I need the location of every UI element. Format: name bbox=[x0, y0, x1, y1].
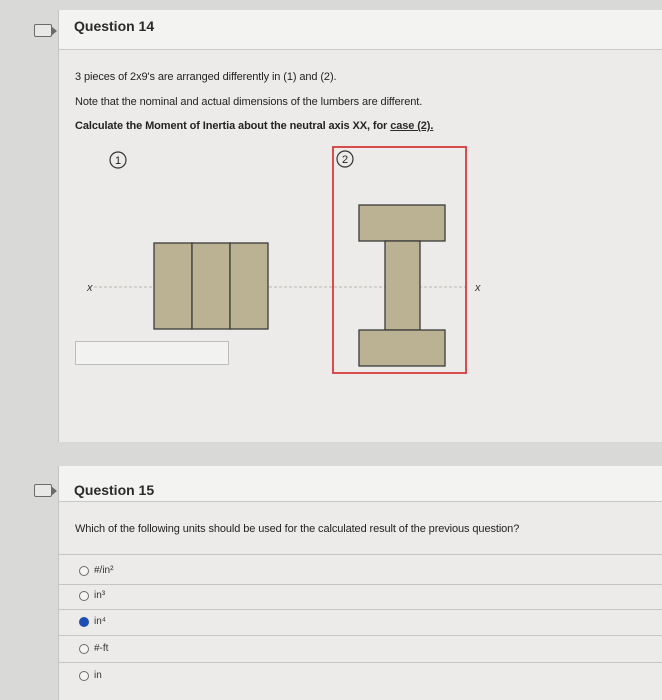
flag-icon[interactable] bbox=[34, 484, 52, 497]
question-14-header bbox=[59, 10, 662, 50]
case-1-number: 1 bbox=[114, 155, 122, 167]
question-15-header bbox=[59, 466, 662, 502]
divider bbox=[59, 609, 662, 610]
question-15-card bbox=[58, 466, 662, 700]
answer-input[interactable] bbox=[75, 341, 229, 365]
flag-icon[interactable] bbox=[34, 24, 52, 37]
radio-button[interactable] bbox=[79, 671, 89, 681]
question-14-line-2: Note that the nominal and actual dimensions of the lumbers are different. bbox=[75, 96, 423, 108]
case-1-lumber-2 bbox=[192, 243, 230, 329]
case-1-lumber-3 bbox=[230, 243, 268, 329]
case-2-web bbox=[385, 241, 420, 330]
option-label: in³ bbox=[94, 590, 106, 601]
radio-button[interactable] bbox=[79, 566, 89, 576]
question-14-card bbox=[58, 10, 662, 442]
question-14-line-3 bbox=[75, 120, 433, 132]
case-2-bottom-flange bbox=[359, 330, 445, 366]
divider bbox=[59, 635, 662, 636]
case-2-link[interactable]: case (2). bbox=[390, 120, 434, 132]
case-2-top-flange bbox=[359, 205, 445, 241]
question-14-title: Question 14 bbox=[74, 18, 155, 34]
divider bbox=[59, 662, 662, 663]
option-label: #-ft bbox=[94, 643, 109, 654]
divider bbox=[59, 554, 662, 555]
question-14-line-3-text: Calculate the Moment of Inertia about the neutral axis XX, for bbox=[75, 120, 391, 132]
question-14-line-1: 3 pieces of 2x9's are arranged differently in (1) and (2). bbox=[75, 71, 337, 83]
question-15-title: Question 15 bbox=[74, 482, 155, 498]
case-1-lumber-1 bbox=[154, 243, 192, 329]
divider bbox=[59, 584, 662, 585]
axis-label-right: x bbox=[475, 282, 481, 294]
case-2-number: 2 bbox=[341, 154, 349, 166]
radio-button[interactable] bbox=[79, 591, 89, 601]
question-15-prompt: Which of the following units should be used for the calculated result of the previous question? bbox=[75, 523, 520, 535]
option-label: #/in² bbox=[94, 565, 114, 576]
radio-button[interactable] bbox=[79, 644, 89, 654]
radio-button-selected[interactable] bbox=[79, 617, 89, 627]
option-label: in⁴ bbox=[94, 616, 107, 627]
option-label: in bbox=[94, 670, 102, 681]
axis-label-left: x bbox=[87, 282, 93, 294]
